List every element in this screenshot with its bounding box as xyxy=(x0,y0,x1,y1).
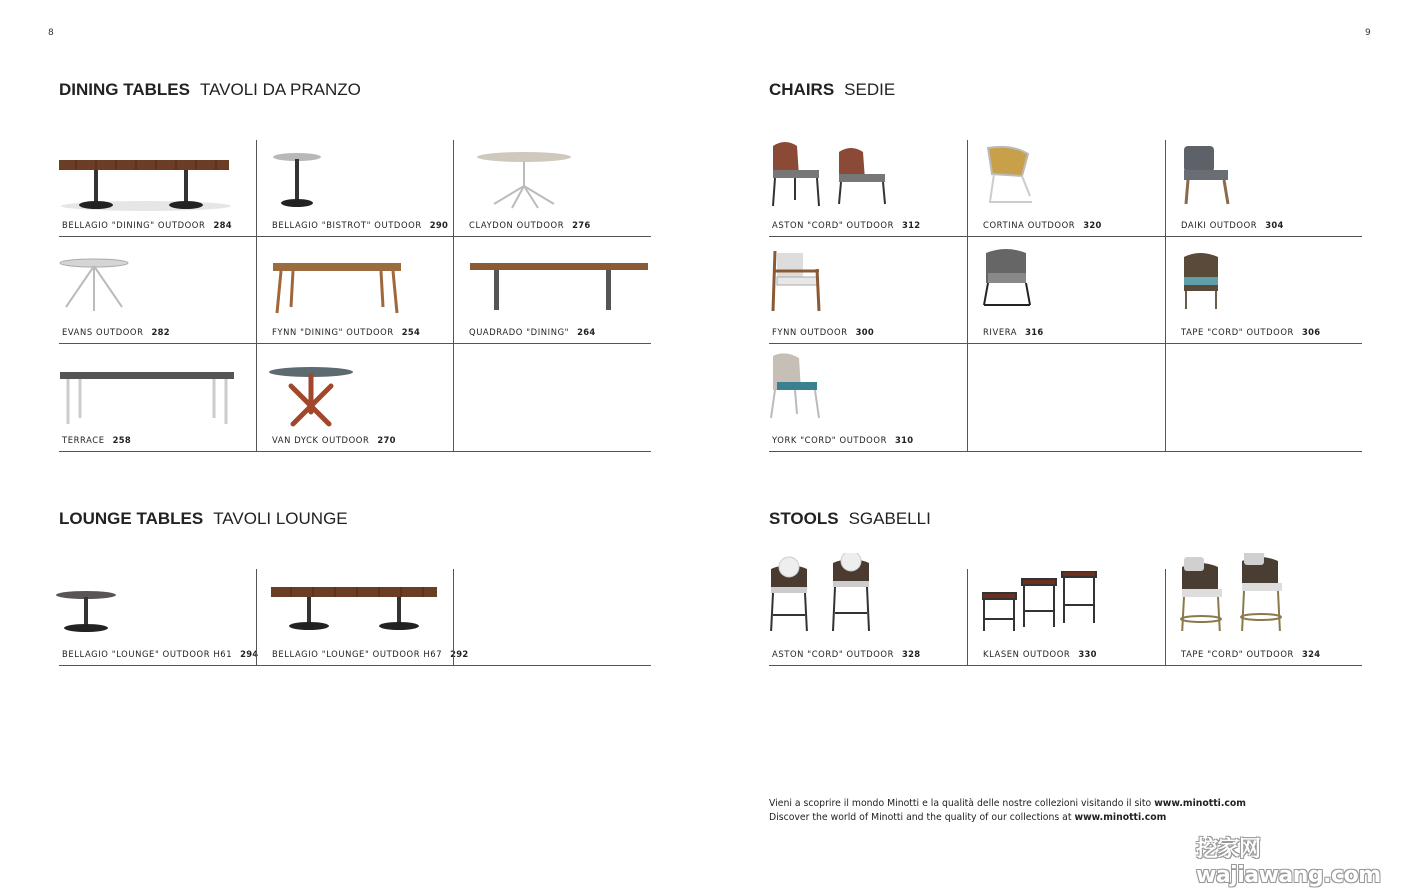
terrace-table-image xyxy=(56,364,241,436)
stools-grid xyxy=(769,569,1362,666)
product-card-daiki[interactable] xyxy=(1165,140,1362,237)
product-label: BELLAGIO "LOUNGE" OUTDOOR H67 292 xyxy=(272,649,469,659)
product-label: BELLAGIO "DINING" OUTDOOR 284 xyxy=(62,220,232,230)
daiki-chair-image xyxy=(1180,144,1260,216)
product-label: QUADRADO "DINING" 264 xyxy=(469,327,596,337)
klasen-stool-image xyxy=(982,571,1122,643)
page-number-left: 8 xyxy=(48,28,54,38)
product-card-bellagio-lounge-h61[interactable] xyxy=(59,569,259,666)
product-label: ASTON "CORD" OUTDOOR 328 xyxy=(772,649,921,659)
website-link[interactable]: www.minotti.com xyxy=(1154,798,1246,809)
dining-tables-title: DINING TABLES TAVOLI DA PRANZO xyxy=(59,80,361,99)
footer-line-english: Discover the world of Minotti and the quality of our collections at www.minotti.com xyxy=(769,811,1167,823)
product-card-tape-cord-stool[interactable] xyxy=(1165,569,1362,666)
product-label: ASTON "CORD" OUTDOOR 312 xyxy=(772,220,921,230)
product-card-bellagio-bistrot[interactable] xyxy=(256,140,453,237)
lounge-tables-title: LOUNGE TABLES TAVOLI LOUNGE xyxy=(59,509,348,528)
evans-table-image xyxy=(56,255,146,327)
bellagio-lounge-h61-image xyxy=(56,585,146,657)
product-card-aston-cord-chair[interactable] xyxy=(769,140,967,237)
bellagio-dining-table-image xyxy=(56,146,236,218)
product-label: BELLAGIO "BISTROT" OUTDOOR 290 xyxy=(272,220,449,230)
tape-cord-chair-image xyxy=(1180,247,1260,319)
product-card-cortina[interactable] xyxy=(967,140,1165,237)
lounge-tables-grid xyxy=(59,569,651,666)
product-label: BELLAGIO "LOUNGE" OUTDOOR H61 294 xyxy=(62,649,259,659)
product-label: TAPE "CORD" OUTDOOR 306 xyxy=(1181,327,1321,337)
product-label: TAPE "CORD" OUTDOOR 324 xyxy=(1181,649,1321,659)
bellagio-lounge-h67-image xyxy=(269,583,454,655)
product-card-terrace[interactable] xyxy=(59,344,256,452)
product-card-fynn-dining[interactable] xyxy=(256,237,453,344)
product-label: FYNN OUTDOOR 300 xyxy=(772,327,875,337)
product-card-quadrado-dining[interactable] xyxy=(453,237,651,344)
product-label: RIVERA 316 xyxy=(983,327,1044,337)
footer-text xyxy=(769,797,1246,824)
product-card-evans[interactable] xyxy=(59,237,256,344)
product-card-york-cord[interactable] xyxy=(769,344,967,452)
product-label: EVANS OUTDOOR 282 xyxy=(62,327,170,337)
product-label: FYNN "DINING" OUTDOOR 254 xyxy=(272,327,421,337)
rivera-chair-image xyxy=(982,247,1062,319)
product-card-van-dyck[interactable] xyxy=(256,344,453,452)
chairs-grid xyxy=(769,140,1362,452)
product-card-rivera[interactable] xyxy=(967,237,1165,344)
empty-cell xyxy=(453,344,651,452)
product-label: TERRACE 258 xyxy=(62,435,132,445)
quadrado-dining-table-image xyxy=(464,255,649,327)
page-number-right: 9 xyxy=(1365,28,1371,38)
footer-line-italian: Vieni a scoprire il mondo Minotti e la qualità delle nostre collezioni visitando il sito www.minotti.com xyxy=(769,798,1246,809)
product-label: KLASEN OUTDOOR 330 xyxy=(983,649,1097,659)
fynn-chair-image xyxy=(769,249,849,321)
empty-cell xyxy=(967,344,1165,452)
product-label: CLAYDON OUTDOOR 276 xyxy=(469,220,591,230)
van-dyck-table-image xyxy=(269,364,369,436)
product-card-klasen[interactable] xyxy=(967,569,1165,666)
product-label: DAIKI OUTDOOR 304 xyxy=(1181,220,1284,230)
york-cord-chair-image xyxy=(769,352,849,424)
product-card-bellagio-dining[interactable] xyxy=(59,140,256,237)
watermark: 挖家网 wajiawang.com xyxy=(1196,837,1381,888)
product-card-claydon[interactable] xyxy=(453,140,651,237)
product-card-tape-cord-chair[interactable] xyxy=(1165,237,1362,344)
chairs-title: CHAIRS SEDIE xyxy=(769,80,896,99)
bellagio-bistrot-table-image xyxy=(267,148,357,220)
product-label: YORK "CORD" OUTDOOR 310 xyxy=(772,435,914,445)
aston-cord-stool-image xyxy=(769,553,889,631)
stools-title: STOOLS SGABELLI xyxy=(769,509,931,528)
fynn-dining-table-image xyxy=(269,255,419,327)
claydon-table-image xyxy=(464,148,584,220)
dining-tables-grid xyxy=(59,140,651,452)
product-label: CORTINA OUTDOOR 320 xyxy=(983,220,1102,230)
product-card-fynn-chair[interactable] xyxy=(769,237,967,344)
cortina-chair-image xyxy=(982,144,1062,216)
product-card-aston-cord-stool[interactable] xyxy=(769,569,967,666)
empty-cell xyxy=(453,569,651,666)
tape-cord-stool-image xyxy=(1180,553,1320,631)
aston-cord-chair-image xyxy=(769,140,899,212)
empty-cell xyxy=(1165,344,1362,452)
product-card-bellagio-lounge-h67[interactable] xyxy=(256,569,469,666)
website-link[interactable]: www.minotti.com xyxy=(1074,811,1167,823)
product-label: VAN DYCK OUTDOOR 270 xyxy=(272,435,396,445)
